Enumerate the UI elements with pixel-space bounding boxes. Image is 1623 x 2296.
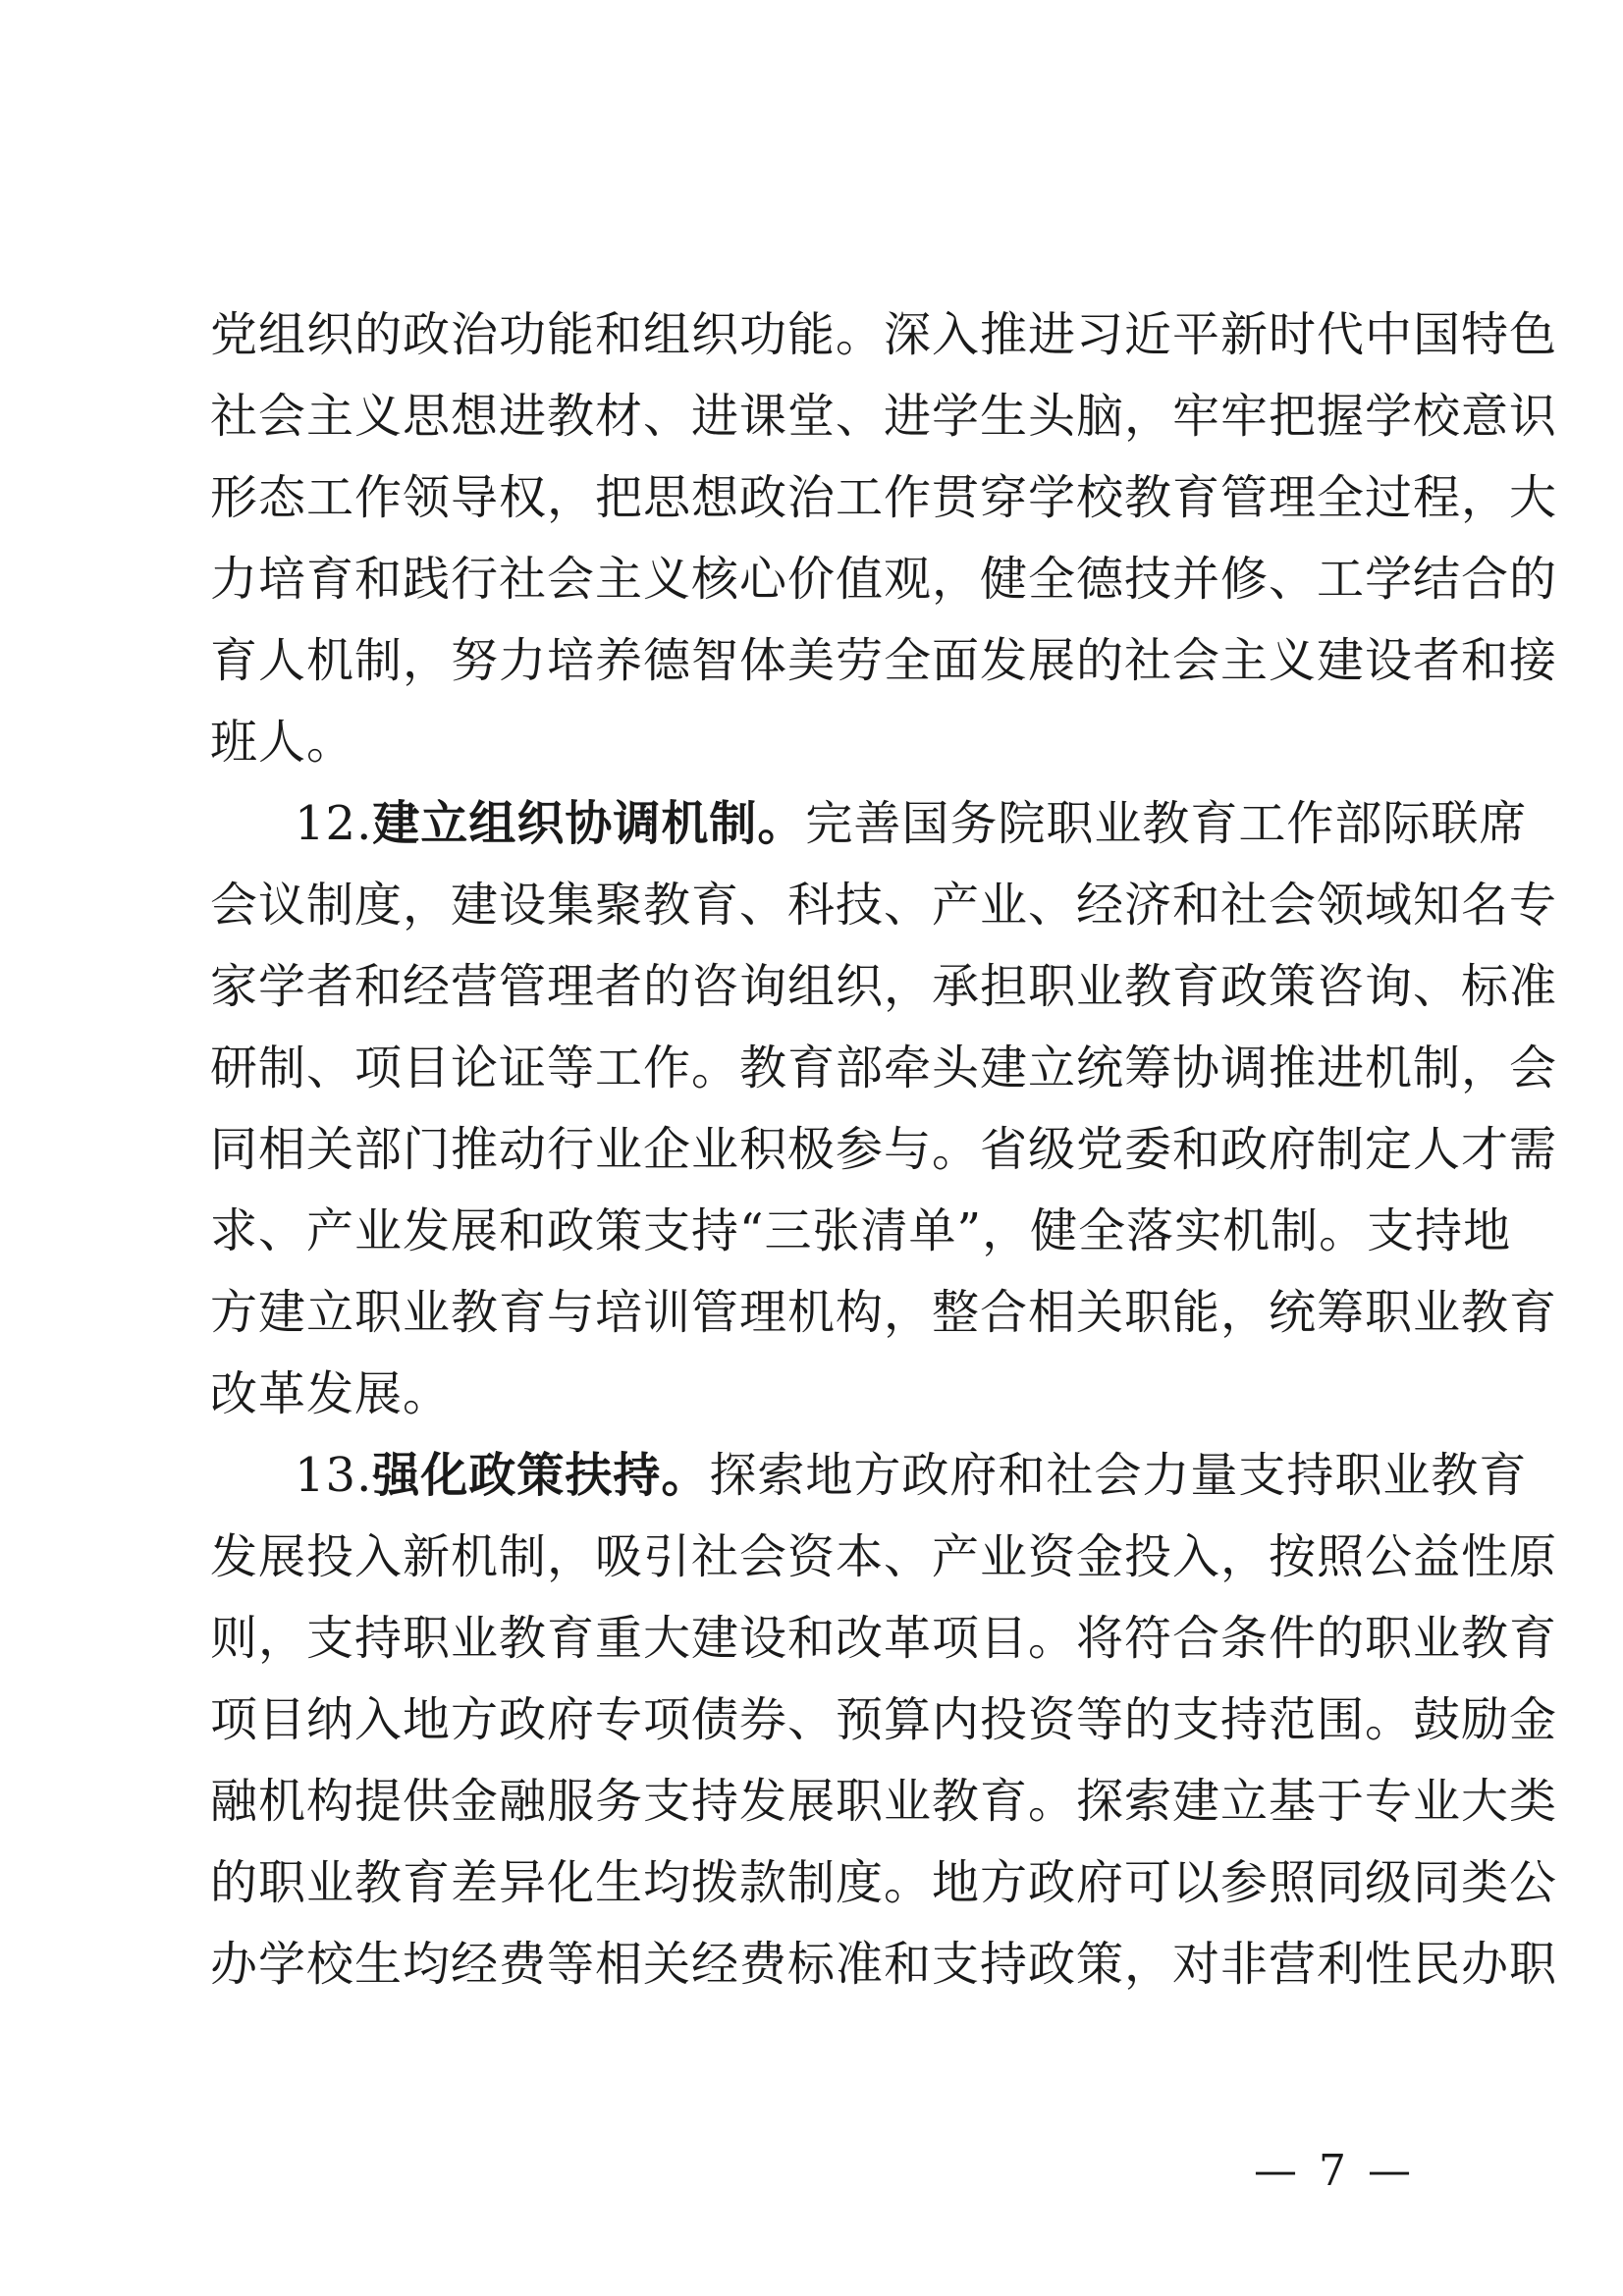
page-number: — 7 — — [1254, 2146, 1415, 2196]
text-line: 同相关部门推动行业企业积极参与。省级党委和政府制定人才需 — [210, 1122, 1558, 1177]
body-text — [210, 294, 1558, 2005]
text-line: 项目纳入地方政府专项债券、预算内投资等的支持范围。鼓励金 — [210, 1692, 1558, 1747]
text-line: 社会主义思想进教材、进课堂、进学生头脑，牢牢把握学校意识 — [210, 389, 1558, 444]
text-line: 的职业教育差异化生均拨款制度。地方政府可以参照同级同类公 — [210, 1855, 1558, 1910]
text-line: 发展投入新机制，吸引社会资本、产业资金投入，按照公益性原 — [210, 1529, 1558, 1584]
text-line: 方建立职业教育与培训管理机构，整合相关职能，统筹职业教育 — [210, 1285, 1558, 1340]
text-line: 形态工作领导权，把思想政治工作贯穿学校教育管理全过程，大 — [210, 470, 1558, 525]
text-line: 则，支持职业教育重大建设和改革项目。将符合条件的职业教育 — [210, 1611, 1558, 1666]
paragraph — [210, 1435, 1558, 2005]
section-number: 13. — [295, 1448, 373, 1503]
text-line: 育人机制，努力培养德智体美劳全面发展的社会主义建设者和接 — [210, 633, 1558, 688]
text-line: 融机构提供金融服务支持发展职业教育。探索建立基于专业大类 — [210, 1774, 1558, 1829]
text-line: 办学校生均经费等相关经费标准和支持政策，对非营利性民办职 — [210, 1937, 1558, 1992]
text-line: 改革发展。 — [210, 1366, 452, 1421]
text-line: 求、产业发展和政策支持“三张清单”，健全落实机制。支持地 — [210, 1203, 1512, 1258]
text-line: 班人。 — [210, 715, 355, 770]
text-line: 力培育和践行社会主义核心价值观，健全德技并修、工学结合的 — [210, 552, 1558, 607]
section-heading: 强化政策扶持。 — [372, 1448, 710, 1503]
paragraph — [210, 294, 1558, 783]
text-line-first — [210, 783, 1528, 865]
text-run: 探索地方政府和社会力量支持职业教育 — [709, 1448, 1528, 1503]
text-line: 研制、项目论证等工作。教育部牵头建立统筹协调推进机制，会 — [210, 1041, 1558, 1095]
section-number: 12. — [295, 796, 373, 851]
paragraph — [210, 783, 1558, 1435]
text-line: 会议制度，建设集聚教育、科技、产业、经济和社会领域知名专 — [210, 878, 1558, 933]
text-line: 家学者和经营管理者的咨询组织，承担职业教育政策咨询、标准 — [210, 959, 1558, 1014]
text-line: 党组织的政治功能和组织功能。深入推进习近平新时代中国特色 — [210, 307, 1558, 362]
section-heading: 建立组织协调机制。 — [372, 796, 806, 851]
text-line-first — [210, 1435, 1528, 1517]
text-run: 完善国务院职业教育工作部际联席 — [805, 796, 1528, 851]
